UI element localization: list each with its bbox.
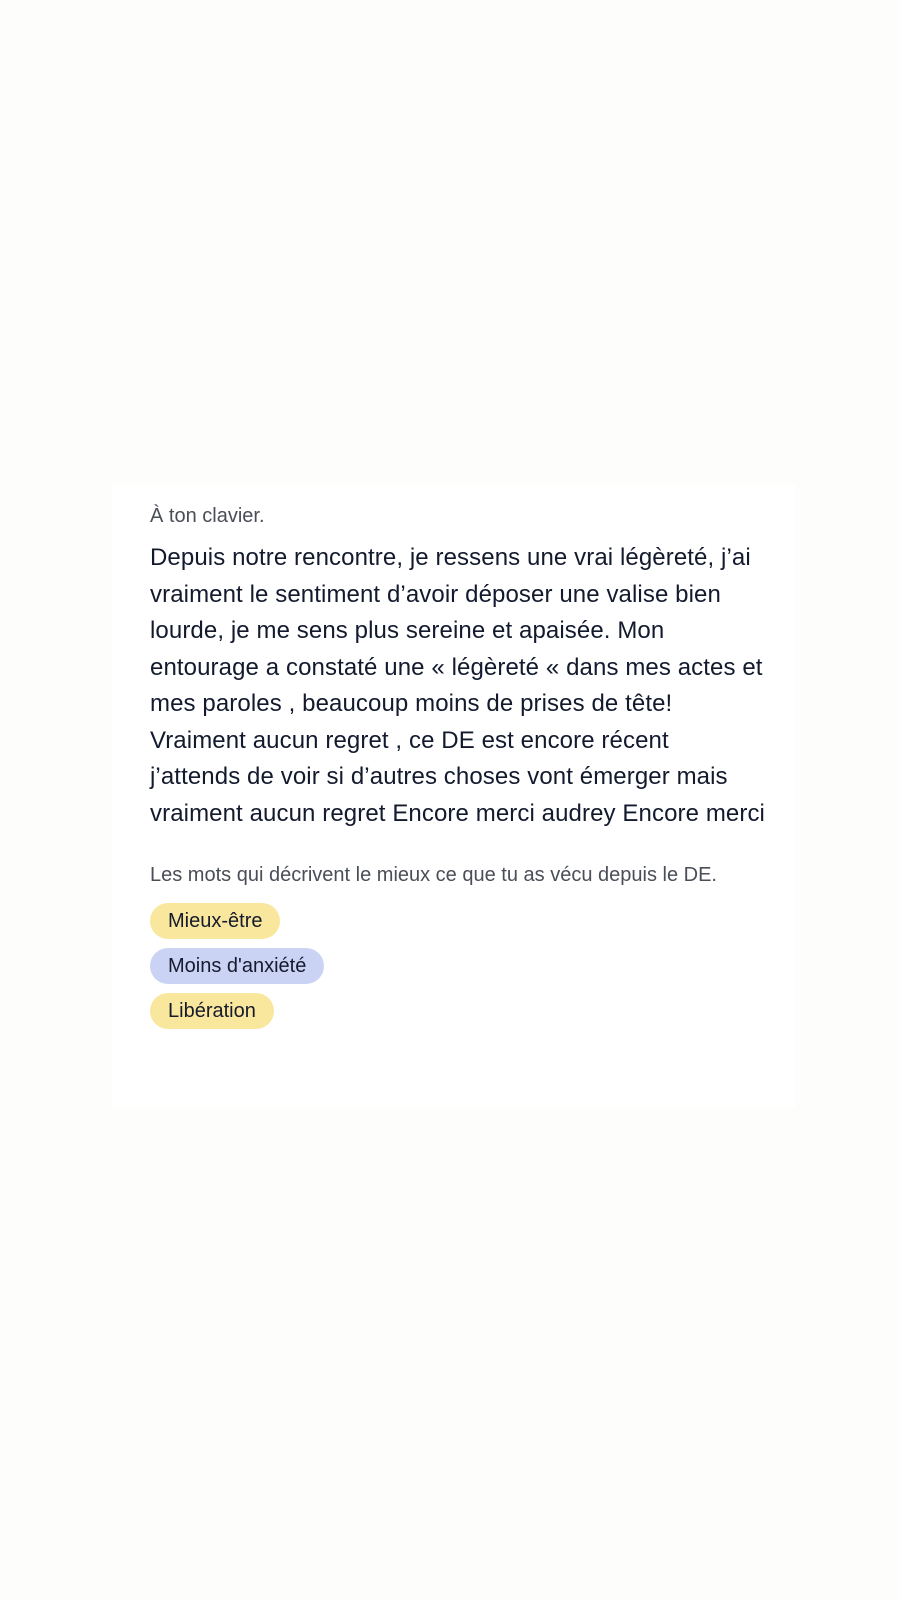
- tag-mieux-etre[interactable]: Mieux-être: [150, 903, 280, 939]
- tag-moins-d-anxiete[interactable]: Moins d'anxiété: [150, 948, 324, 984]
- answer-text: Depuis notre rencontre, je ressens une vrai légèreté, j’ai vraiment le sentiment d’avoir déposer une valise bien lourde, je me sens plus sereine et apaisée. Mon entourage a constaté une « légèreté « dans mes actes et mes paroles , beaucoup moins de prises de tête! Vraiment aucun regret , ce DE est encore récent j’attends de voir si d’autres choses vont émerger mais vraiment aucun regret Encore merci audrey Encore merci: [150, 544, 765, 827]
- response-card: [112, 484, 795, 1108]
- question-label-words: Les mots qui décrivent le mieux ce que tu as vécu depuis le DE.: [150, 864, 717, 886]
- tag-list: [150, 903, 757, 1029]
- tag-liberation[interactable]: Libération: [150, 993, 274, 1029]
- question-label-keyboard: À ton clavier.: [150, 505, 265, 527]
